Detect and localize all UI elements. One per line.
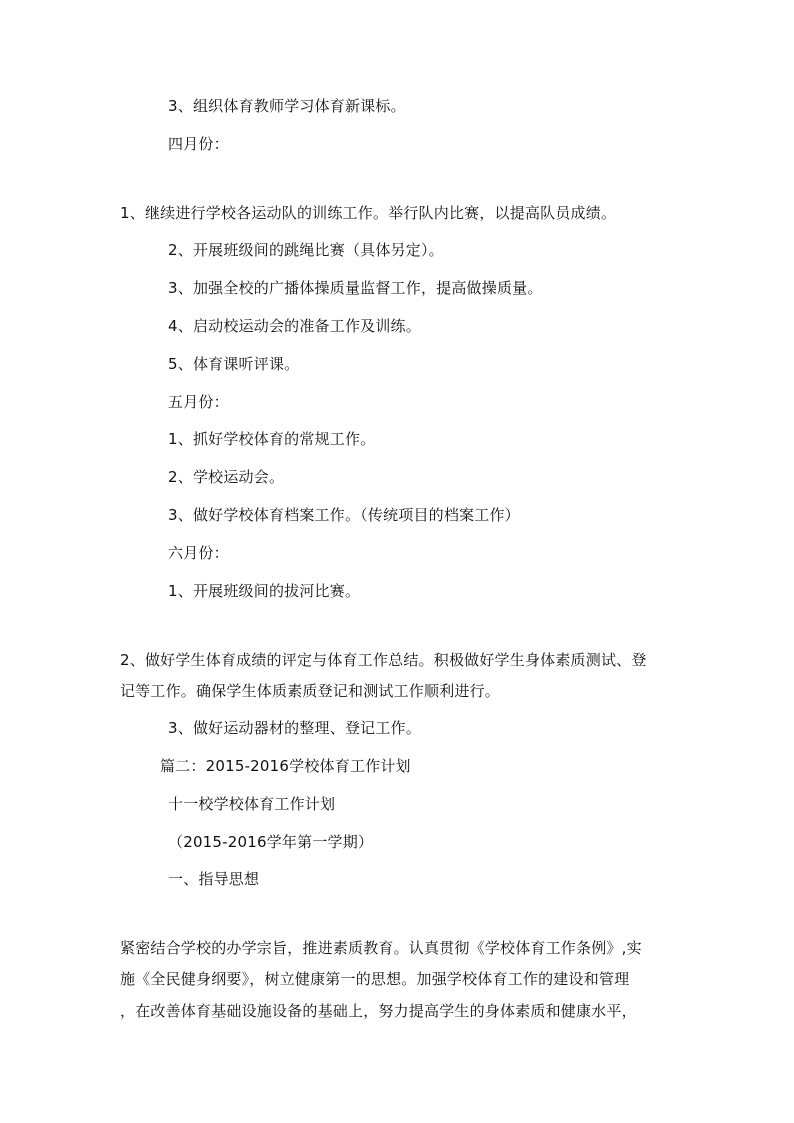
text-line: 4、启动校运动会的准备工作及训练。 [168, 317, 421, 335]
text-line: 5、体育课听评课。 [168, 355, 300, 373]
text-line: 3、组织体育教师学习体育新课标。 [168, 97, 406, 115]
text-line: 3、做好学校体育档案工作。（传统项目的档案工作） [168, 506, 520, 524]
text-line: 2、学校运动会。 [168, 468, 285, 486]
plan-subtitle: （2015-2016学年第一学期） [168, 833, 374, 851]
section-heading: 篇二：2015-2016学校体育工作计划 [160, 757, 411, 775]
text-line: 1、继续进行学校各运动队的训练工作。举行队内比赛，以提高队员成绩。 [120, 204, 617, 222]
text-line: 3、加强全校的广播体操质量监督工作，提高做操质量。 [168, 279, 543, 297]
text-line: 1、抓好学校体育的常规工作。 [168, 430, 376, 448]
text-line: ，在改善体育基础设施设备的基础上，努力提高学生的身体素质和健康水平， [120, 1002, 637, 1020]
month-heading-june: 六月份： [168, 544, 229, 562]
text-line: 1、开展班级间的拔河比赛。 [168, 582, 361, 600]
month-heading-april: 四月份： [168, 135, 229, 153]
month-heading-may: 五月份： [168, 393, 229, 411]
plan-title: 十一校学校体育工作计划 [168, 795, 336, 813]
text-line: 紧密结合学校的办学宗旨，推进素质教育。认真贯彻《学校体育工作条例》,实 [120, 939, 642, 957]
text-line: 施《全民健身纲要》，树立健康第一的思想。加强学校体育工作的建设和管理 [120, 970, 630, 988]
text-line: 记等工作。确保学生体质素质登记和测试工作顺利进行。 [120, 682, 501, 700]
section-heading: 一、指导思想 [168, 870, 260, 888]
text-line: 2、开展班级间的跳绳比赛（具体另定）。 [168, 241, 444, 259]
text-line: 2、做好学生体育成绩的评定与体育工作总结。积极做好学生身体素质测试、登 [120, 651, 647, 669]
text-line: 3、做好运动器材的整理、登记工作。 [168, 719, 421, 737]
